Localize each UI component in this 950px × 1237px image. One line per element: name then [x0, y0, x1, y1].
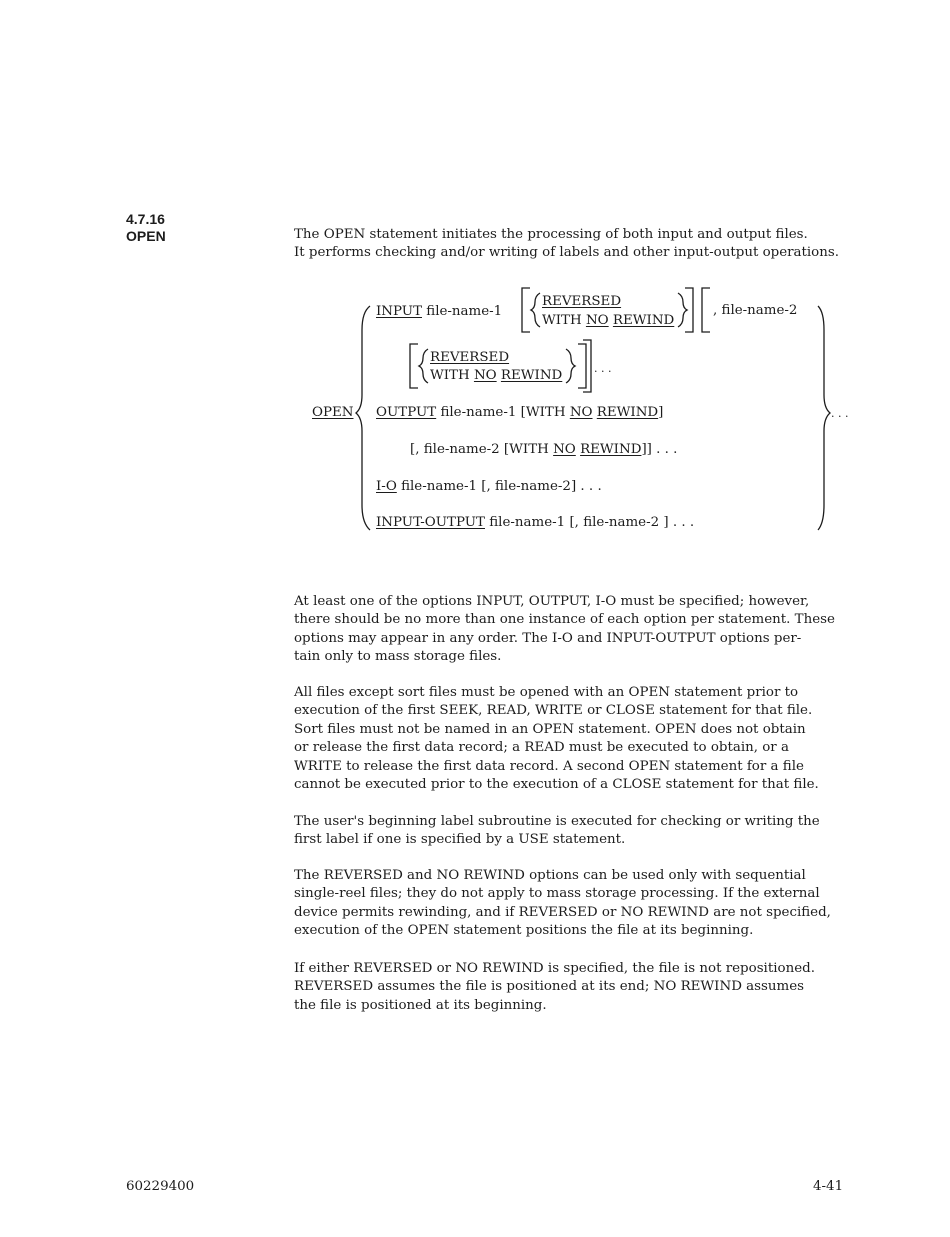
option-reversed: REVERSED: [542, 294, 622, 309]
paragraph: The user's beginning label subroutine is executed for checking or writing the first label if one is specified by a USE statement.: [294, 814, 820, 848]
syntax-output-line: OUTPUT file-name-1 [WITH NO REWIND]: [376, 405, 664, 420]
footer-doc-number: 60229400: [126, 1179, 195, 1194]
footer-page-number: 4-41: [813, 1179, 844, 1194]
syntax-open-keyword: OPEN: [312, 405, 354, 420]
syntax-input-output-line: INPUT-OUTPUT file-name-1 [, file-name-2 ] . . .: [376, 515, 695, 530]
option-reversed: REVERSED: [430, 350, 510, 365]
option-with-no-rewind: WITH NO REWIND: [542, 313, 675, 328]
syntax-file-name-2: , file-name-2: [713, 303, 798, 318]
ellipsis: . . .: [831, 407, 849, 420]
option-with-no-rewind: WITH NO REWIND: [430, 368, 563, 383]
paragraph: At least one of the options INPUT, OUTPUT, I-O must be specified; however, there should be no more than one instance of each option per statement. These options may appear in any order. The I-O and INPUT-OUTPUT options per- tain only to mass storage files.: [294, 594, 835, 665]
syntax-input-line: INPUT file-name-1: [376, 304, 503, 319]
syntax-io-line: I-O file-name-1 [, file-name-2] . . .: [376, 479, 602, 494]
paragraph: If either REVERSED or NO REWIND is specified, the file is not repositioned. REVERSED assumes the file is positioned at its end; NO REWIND assumes the file is positioned at its beginning.: [294, 961, 815, 1013]
syntax-output-continuation: [, file-name-2 [WITH NO REWIND]] . . .: [410, 442, 678, 457]
intro-paragraph: The OPEN statement initiates the processing of both input and output files. It performs checking and/or writing of labels and other input-output operations.: [294, 227, 840, 261]
section-number: 4.7.16: [126, 211, 165, 227]
ellipsis: . . .: [594, 362, 612, 375]
paragraph: All files except sort files must be opened with an OPEN statement prior to execution of the first SEEK, READ, WRITE or CLOSE statement for that file. Sort files must not be named in an OPEN statement. OPEN does not obtain or release the first data record; a READ must be executed to obtain, or a WRITE to release the first data record. A second OPEN statement for a file cannot be executed prior to the execution of a CLOSE statement for that file.: [294, 685, 819, 793]
paragraph: The REVERSED and NO REWIND options can be used only with sequential single-reel files; they do not apply to mass storage processing. If the external device permits rewinding, and if REVERSED or NO REWIND are not specified, execution of the OPEN statement positions the file at its beginning.: [294, 868, 831, 939]
section-title: OPEN: [126, 228, 166, 244]
